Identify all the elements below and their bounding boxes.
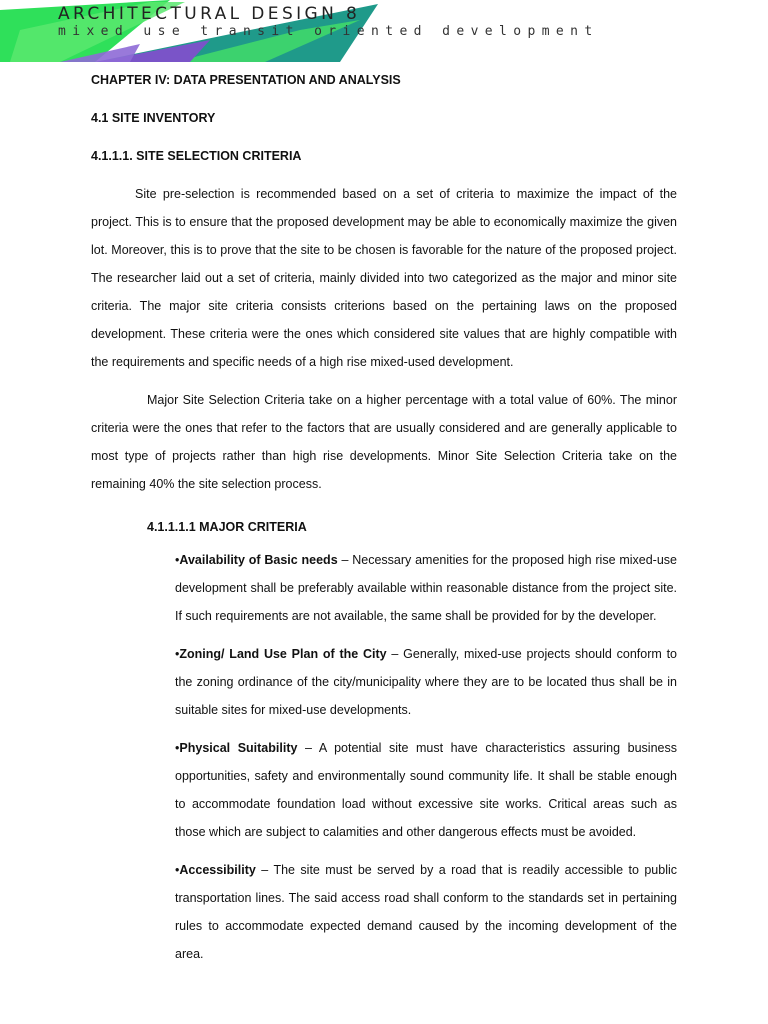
criteria-term: Accessibility [179,863,256,877]
criteria-text: – Necessary amenities for the proposed high rise mixed-use development shall be preferably available within reasonable distance from the project site. If such requirements are not available, the same shall be provided for by the developer. [175,553,677,623]
banner-subtitle: mixed use transit oriented development [58,24,599,39]
bullet-icon: • [175,647,180,661]
chapter-title: CHAPTER IV: DATA PRESENTATION AND ANALYSIS [91,73,401,87]
bullet-icon: • [175,741,180,755]
major-criteria-list [91,546,677,968]
banner-title: ARCHITECTURAL DESIGN 8 [58,4,361,24]
criteria-item-accessibility [175,856,677,968]
criteria-term: Physical Suitability [179,741,298,755]
section-title: 4.1 SITE INVENTORY [91,111,216,125]
criteria-text: – A potential site must have characteristics assuring business opportunities, safety and environmentally sound community life. It shall be stable enough to accommodate foundation load without excessive site works. Critical areas such as those which are subject to calamities and other dangerous effects must be avoided. [175,741,677,839]
bullet-icon: • [175,553,180,567]
criteria-item-physical-suitability [175,734,677,846]
criteria-text: – The site must be served by a road that is readily accessible to public transportation lines. The said access road shall conform to the standards set in pertaining rules to accommodate expected demand caused by the incoming development of the area. [175,863,677,961]
bullet-icon: • [175,863,180,877]
paragraph-major-minor-criteria: Major Site Selection Criteria take on a higher percentage with a total value of 60%. The minor criteria were the ones that refer to the factors that are usually considered and are generally applicable to most type of projects rather than high rise developments. Minor Site Selection Criteria take on the remaining 40% the site selection process. [91,393,677,491]
paragraph-site-preselection: Site pre-selection is recommended based on a set of criteria to maximize the impact of the project. This is to ensure that the proposed development may be able to economically maximize the given lot. Moreover, this is to prove that the site to be chosen is favorable for the nature of the proposed project. The researcher laid out a set of criteria, mainly divided into two categorized as the major and minor site criteria. The major site criteria consists criterions based on the pertaining laws on the proposed development. These criteria were the ones which considered site values that are highly compatible with the requirements and specific needs of a high rise mixed-used development. [91,187,677,369]
document-body [91,66,677,978]
major-criteria-title: 4.1.1.1.1 MAJOR CRITERIA [147,520,307,534]
criteria-item-zoning [175,640,677,724]
criteria-term: Zoning/ Land Use Plan of the City [179,647,387,661]
header-banner [0,0,768,66]
subsection-title: 4.1.1.1. SITE SELECTION CRITERIA [91,149,302,163]
criteria-item-basic-needs [175,546,677,630]
criteria-text: – Generally, mixed-use projects should conform to the zoning ordinance of the city/municipality where they are to be located thus shall be in suitable sites for mixed-use developments. [175,647,678,717]
criteria-term: Availability of Basic needs [179,553,338,567]
